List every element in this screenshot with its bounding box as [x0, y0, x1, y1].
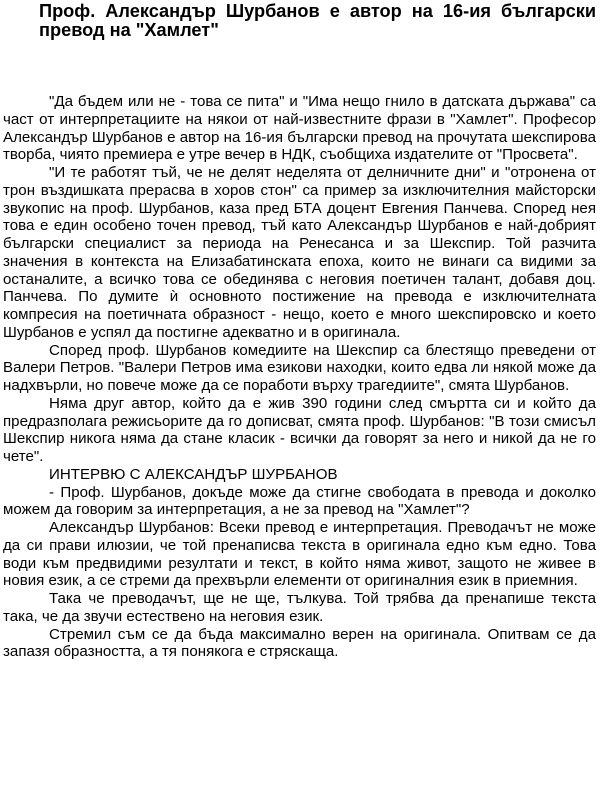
article-title: Проф. Александър Шурбанов е автор на 16-ия български превод на "Хамлет" [39, 1, 596, 40]
interview-heading: ИНТЕРВЮ С АЛЕКСАНДЪР ШУРБАНОВ [49, 465, 338, 483]
article-paragraph: "И те работят тъй, че не делят неделята от делничните дни" и "отронена от трон въздишката прерасва в хоров стон" са пример за изключителния майсторски звукопис на проф. Шурбанов, каза пред БТА доцент Евгения Панчева. Според нея това е един особено точен превод, тъй като Александър Шурбанов е най-добрият български специалист за периода на Ренесанса и за Шекспир. Той разчита значения в контекста на Елизабатинската епоха, които не винаги са видими за останалите, а всичко това се обединява с неговия поетичен талант, добавя доц. Панчева. По думите ѝ основното постижение на превода е изключителната компресия на поетичната образност - нещо, което е много шекспировско и което Шурбанов е успял да постигне адекватно и в оригинала. [3, 164, 596, 341]
interview-answer-paragraph: Стремил съм се да бъда максимално верен на оригинала. Опитвам се да запазя образността, а тя понякога е стряскаща. [3, 625, 596, 661]
interview-question: - Проф. Шурбанов, докъде може да стигне свободата в превода и доколко можем да говорим за интерпретация, а не за превод на "Хамлет"? [3, 483, 596, 519]
interview-answer-paragraph: Александър Шурбанов: Всеки превод е интерпретация. Преводачът не може да си прави илюзии, че той пренаписва текста в оригинала едно към едно. Това води към предвидими резултати и текст, в който няма живот, защото не живее в новия език, а се стреми да прехвърли елементи от оригиналния език в приемния. [3, 519, 596, 590]
article-paragraph: "Да бъдем или не - това се пита" и "Има нещо гнило в датската държава" са част от интерпретациите на някои от най-известните фрази в "Хамлет". Професор Александър Шурбанов е автор на 16-ия български превод на прочутата шекспирова творба, чиято премиера е утре вечер в НДК, съобщиха издателите от "Просвета". [3, 93, 596, 164]
interview-answer-paragraph: Така че преводачът, ще не ще, тълкува. Той трябва да пренапише текста така, че да звучи естествено на неговия език. [3, 590, 596, 625]
article-body [3, 93, 596, 661]
article-paragraph: Според проф. Шурбанов комедиите на Шекспир са блестящо преведени от Валери Петров. "Валери Петров има езикови находки, които едва ли някой може да надхвърли, но повече може да се поработи върху трагедиите", смята Шурбанов. [3, 341, 596, 394]
article-paragraph: Няма друг автор, който да е жив 390 години след смъртта си и който да предразполага режисьорите да го дописват, смята проф. Шурбанов: "В този смисъл Шекспир никога няма да стане класик - всички да говорят за него и никой да не го чете". [3, 394, 596, 465]
